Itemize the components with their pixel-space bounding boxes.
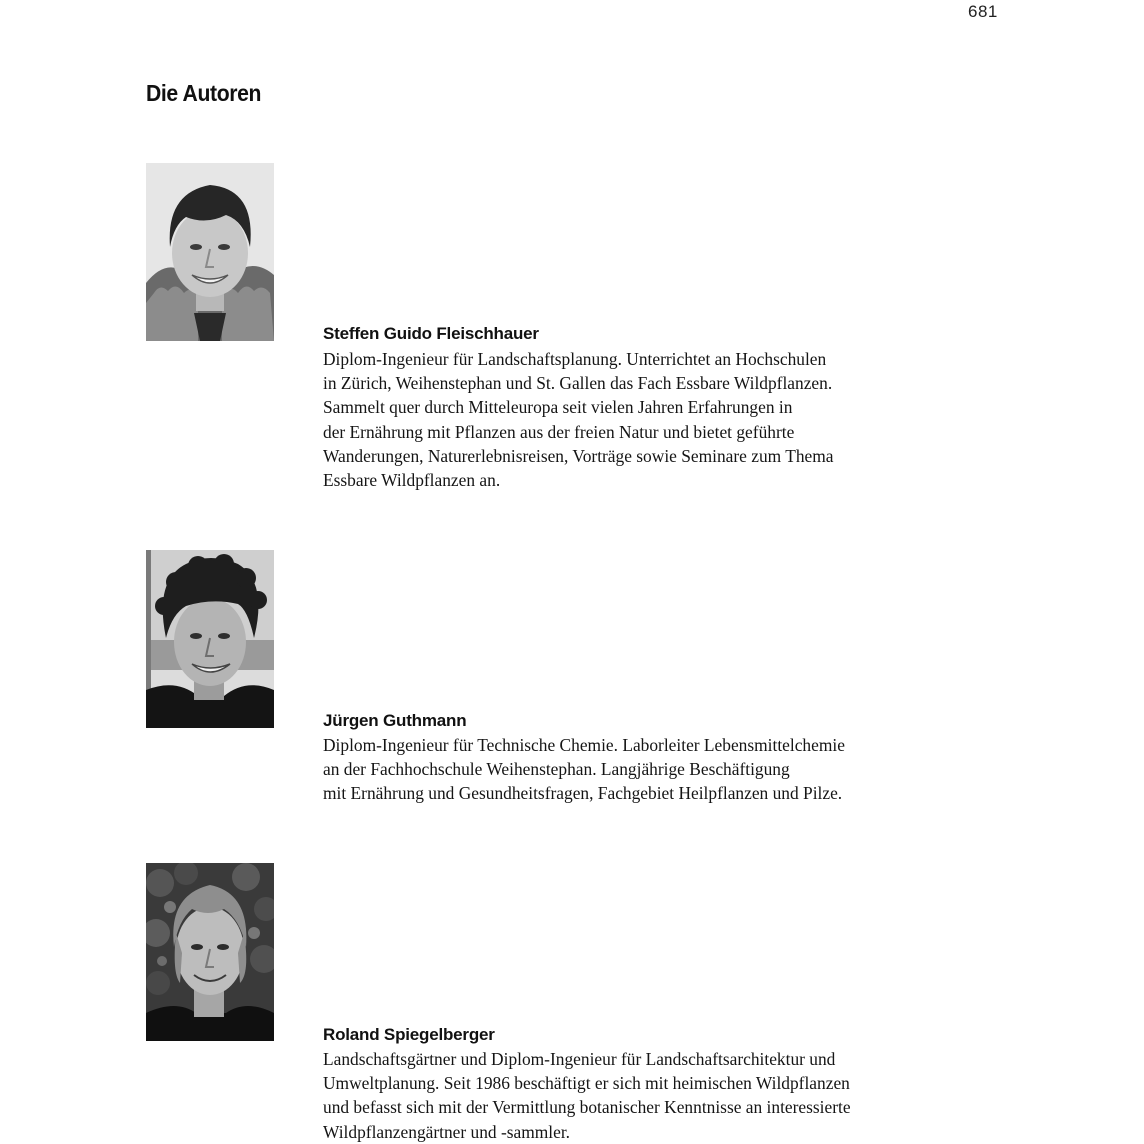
bio-line: an der Fachhochschule Weihenstephan. Langjährige Beschäftigung: [323, 759, 790, 780]
bio-line: der Ernährung mit Pflanzen aus der freien Natur und bietet geführte: [323, 421, 795, 442]
author-portrait-guthmann: [146, 550, 275, 728]
author-name: Roland Spiegelberger: [323, 1025, 495, 1044]
bio-line: Umweltplanung. Seit 1986 beschäftigt er sich mit heimischen Wildpflanzen: [323, 1073, 850, 1094]
bio-line: Diplom-Ingenieur für Landschaftsplanung. Unterrichtet an Hochschulen: [323, 349, 827, 369]
bio-line: Sammelt quer durch Mitteleuropa seit vielen Jahren Erfahrungen in: [323, 397, 793, 418]
author-bio: [323, 733, 845, 806]
author-bio: [323, 347, 834, 492]
bio-line: Wanderungen, Naturerlebnisreisen, Vorträge sowie Seminare zum Thema: [323, 445, 834, 466]
author-portrait-fleischhauer: [146, 163, 274, 341]
author-portrait-spiegelberger: [146, 863, 275, 1041]
bio-line: Essbare Wildpflanzen an.: [323, 470, 501, 491]
author-bio: [323, 1047, 851, 1144]
page-heading: Die Autoren: [146, 80, 262, 106]
bio-line: in Zürich, Weihenstephan und St. Gallen das Fach Essbare Wildpflanzen.: [323, 373, 833, 394]
bio-line: mit Ernährung und Gesundheitsfragen, Fachgebiet Heilpflanzen und Pilze.: [323, 783, 843, 804]
bio-line: Wildpflanzengärtner und -sammler.: [323, 1121, 571, 1142]
page-number: 681: [968, 2, 998, 21]
bio-line: Landschaftsgärtner und Diplom-Ingenieur für Landschaftsarchitektur und: [323, 1049, 836, 1069]
author-name: Jürgen Guthmann: [323, 711, 467, 730]
bio-line: Diplom-Ingenieur für Technische Chemie. Laborleiter Lebensmittelchemie: [323, 735, 845, 755]
author-name: Steffen Guido Fleischhauer: [323, 324, 539, 343]
bio-line: und befasst sich mit der Vermittlung botanischer Kenntnisse an interessierte: [323, 1097, 851, 1118]
